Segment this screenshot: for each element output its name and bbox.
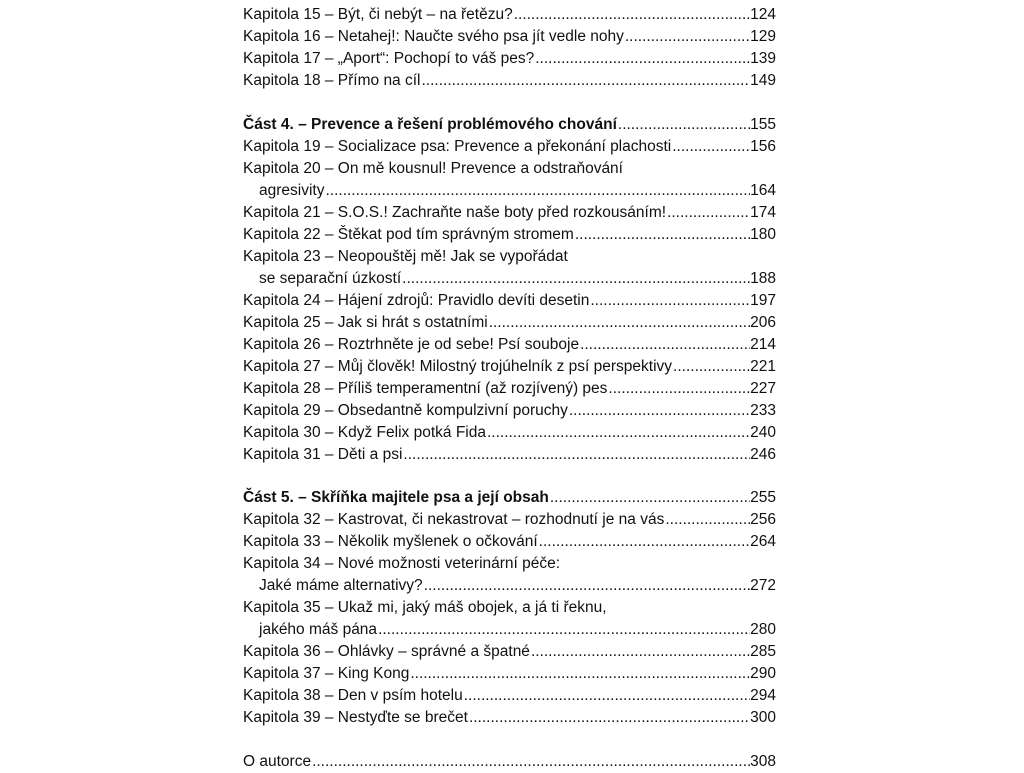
entry-title: Kapitola 34 – Nové možnosti veterinární péče: (243, 555, 561, 572)
toc-entry-36 (243, 641, 776, 663)
toc-section-5 (243, 487, 776, 509)
page-number: 227 (750, 379, 776, 397)
toc-entry-39 (243, 707, 776, 729)
dot-leader (488, 312, 750, 334)
entry-title: Kapitola 32 – Kastrovat, či nekastrovat – rozhodnutí je na vás (243, 511, 665, 528)
page-number: 290 (750, 665, 776, 682)
page-number: 129 (750, 28, 776, 45)
dot-leader (538, 531, 750, 553)
page-number: 206 (750, 313, 776, 331)
dot-leader (549, 487, 750, 509)
dot-leader (607, 378, 750, 400)
entry-title: Kapitola 28 – Příliš temperamentní (až rozjívený) pes (243, 379, 608, 397)
toc-entry-34 (243, 553, 776, 575)
toc-entry-31 (243, 444, 776, 466)
page-number: 180 (750, 225, 776, 243)
dot-leader (513, 4, 750, 26)
page-number: 156 (750, 137, 776, 155)
entry-title: Kapitola 29 – Obsedantně kompulzivní poruchy (243, 401, 568, 419)
page-number: 272 (750, 577, 776, 594)
toc-section-4 (243, 114, 776, 136)
entry-title: Kapitola 19 – Socializace psa: Prevence a překonání plachosti (243, 137, 672, 155)
toc-entry-19 (243, 136, 776, 158)
toc-entry-33 (243, 531, 776, 553)
dot-leader (402, 444, 750, 466)
dot-leader (672, 356, 750, 378)
page-number: 308 (750, 752, 776, 770)
toc-entry-25 (243, 312, 776, 334)
dot-leader (666, 202, 750, 224)
page-number: 221 (750, 357, 776, 375)
entry-title: Kapitola 16 – Netahej!: Naučte svého psa jít vedle nohy (243, 28, 624, 45)
table-of-contents (243, 4, 776, 773)
toc-entry-34-continuation (243, 575, 776, 597)
entry-title: Kapitola 22 – Štěkat pod tím správným stromem (243, 225, 574, 243)
entry-title: Kapitola 23 – Neopouštěj mě! Jak se vypořádat (243, 247, 568, 265)
page-number: 155 (750, 115, 776, 133)
dot-leader (486, 422, 750, 444)
toc-entry-38 (243, 685, 776, 707)
toc-entry-15 (243, 4, 776, 26)
dot-leader (421, 70, 751, 92)
dot-leader (377, 619, 750, 641)
toc-entry-35 (243, 597, 776, 619)
dot-leader (664, 509, 750, 531)
entry-title: Kapitola 36 – Ohlávky – správné a špatné (243, 643, 530, 660)
page-number: 197 (750, 291, 776, 309)
entry-title-continuation: se separační úzkostí (259, 269, 402, 287)
toc-entry-29 (243, 400, 776, 422)
dot-leader (574, 224, 750, 246)
page-number: 246 (750, 445, 776, 463)
dot-leader (534, 48, 750, 70)
page-number: 240 (750, 423, 776, 441)
toc-entry-17 (243, 48, 776, 70)
entry-title-continuation: Jaké máme alternativy? (259, 577, 423, 594)
entry-title: Kapitola 24 – Hájení zdrojů: Pravidlo devíti desetin (243, 291, 590, 309)
toc-entry-23-continuation (243, 268, 776, 290)
entry-title: Kapitola 17 – „Aport“: Pochopí to váš pes? (243, 50, 535, 67)
toc-entry-24 (243, 290, 776, 312)
page-number: 214 (750, 335, 776, 353)
page-number: 174 (750, 203, 776, 221)
entry-title-continuation: agresivity (259, 181, 325, 199)
entry-title: Kapitola 15 – Být, či nebýt – na řetězu? (243, 6, 513, 23)
page-number: 285 (750, 643, 776, 660)
page-number: 149 (750, 72, 776, 89)
entry-title: Kapitola 35 – Ukaž mi, jaký máš obojek, a já ti řeknu, (243, 599, 607, 616)
dot-leader (568, 400, 750, 422)
dot-leader (589, 290, 750, 312)
toc-entry-27 (243, 356, 776, 378)
toc-entry-35-continuation (243, 619, 776, 641)
toc-entry-16 (243, 26, 776, 48)
toc-entry-18 (243, 70, 776, 92)
dot-leader (423, 575, 750, 597)
dot-leader (671, 136, 750, 158)
entry-title-continuation: jakého máš pána (259, 621, 378, 638)
page-number: 280 (750, 621, 776, 638)
dot-leader (401, 268, 750, 290)
page-number: 124 (750, 6, 776, 23)
toc-entry-21 (243, 202, 776, 224)
toc-entry-20-continuation (243, 180, 776, 202)
toc-entry-22 (243, 224, 776, 246)
page-number: 264 (750, 533, 776, 550)
entry-title: Kapitola 37 – King Kong (243, 665, 410, 682)
page-number: 256 (750, 511, 776, 528)
page-number: 164 (750, 181, 776, 199)
entry-title: Kapitola 39 – Nestyďte se brečet (243, 709, 468, 726)
dot-leader (311, 751, 750, 773)
entry-title: Kapitola 30 – Když Felix potká Fida (243, 423, 486, 441)
entry-title: Kapitola 31 – Děti a psi (243, 445, 403, 463)
page-number: 300 (750, 709, 776, 726)
dot-leader (324, 180, 750, 202)
entry-title: Kapitola 27 – Můj člověk! Milostný trojúhelník z psí perspektivy (243, 357, 673, 375)
page-number: 188 (750, 269, 776, 287)
section-title: Část 5. – Skříňka majitele psa a její obsah (243, 489, 549, 506)
entry-title: Kapitola 25 – Jak si hrát s ostatními (243, 313, 488, 331)
entry-title: Kapitola 38 – Den v psím hotelu (243, 687, 463, 704)
toc-entry-20 (243, 158, 776, 180)
page-number: 139 (750, 50, 776, 67)
entry-title: Kapitola 26 – Roztrhněte je od sebe! Psí souboje (243, 335, 580, 353)
dot-leader (463, 685, 750, 707)
page-number: 233 (750, 401, 776, 419)
entry-title: O autorce (243, 752, 312, 770)
toc-entry-28 (243, 378, 776, 400)
dot-leader (409, 663, 750, 685)
toc-entry-26 (243, 334, 776, 356)
toc-entry-about-author (243, 751, 776, 773)
section-title: Část 4. – Prevence a řešení problémového chování (243, 115, 617, 133)
dot-leader (530, 641, 750, 663)
toc-entry-37 (243, 663, 776, 685)
dot-leader (579, 334, 750, 356)
toc-entry-32 (243, 509, 776, 531)
dot-leader (624, 26, 750, 48)
entry-title: Kapitola 18 – Přímo na cíl (243, 72, 421, 89)
page-number: 255 (750, 489, 776, 506)
dot-leader (468, 707, 750, 729)
page-number: 294 (750, 687, 776, 704)
entry-title: Kapitola 33 – Několik myšlenek o očkování (243, 533, 538, 550)
entry-title: Kapitola 21 – S.O.S.! Zachraňte naše boty před rozkousáním! (243, 203, 667, 221)
entry-title: Kapitola 20 – On mě kousnul! Prevence a odstraňování (243, 159, 623, 177)
dot-leader (617, 114, 750, 136)
toc-entry-30 (243, 422, 776, 444)
toc-entry-23 (243, 246, 776, 268)
